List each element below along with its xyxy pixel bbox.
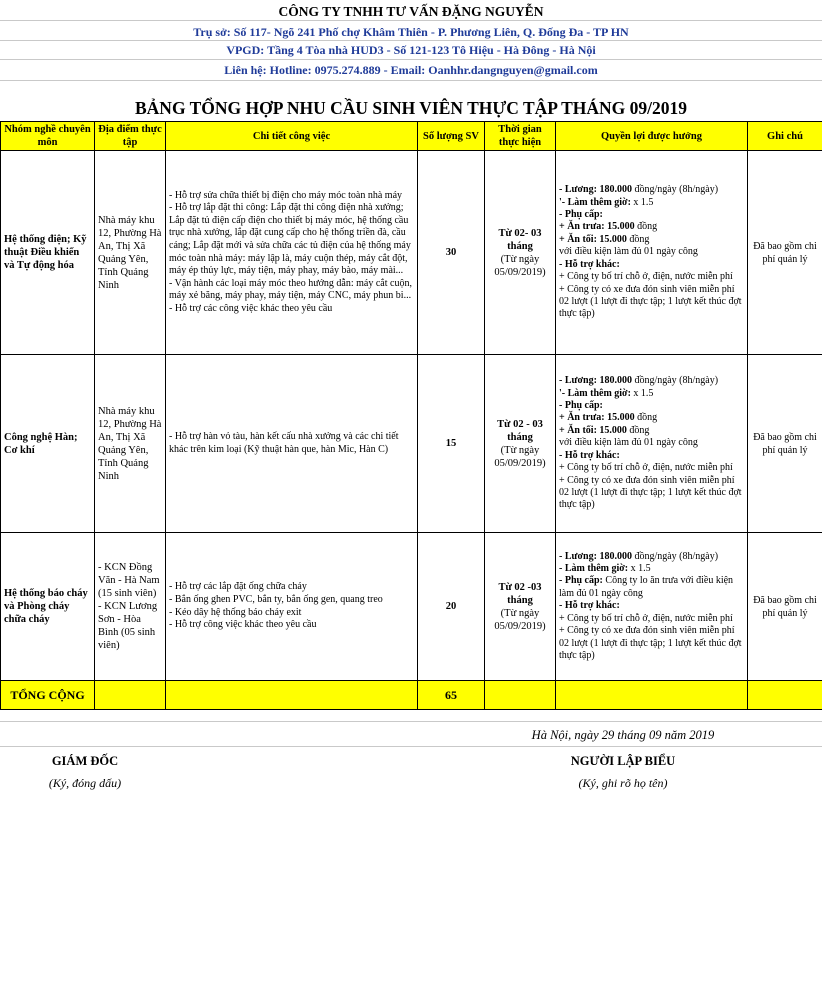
quantity-cell: 15 [418,355,485,533]
table-cell [556,681,748,710]
details-cell [166,151,418,355]
benefit-line: - Hỗ trợ khác: [559,258,620,270]
benefit-line: + Công ty có xe đưa đón sinh viên miễn phí 02 lượt (1 lượt đi thực tập; 1 lượt kết thúc đợt thực tập) [559,625,742,661]
total-row [1,681,822,710]
sign-date: Hà Nội, ngày 29 tháng 09 năm 2019 [531,728,715,742]
detail-line: - Hỗ trợ công việc khác theo yêu cầu [169,619,317,631]
detail-line: - Hỗ trợ các lắp đặt ống chữa cháy [169,581,307,593]
divider [0,80,822,81]
quantity-cell: 20 [418,533,485,681]
divider [0,59,822,60]
benefits-cell [556,151,748,355]
column-header: Nhóm nghề chuyên môn [1,122,95,151]
total-label: TỔNG CỘNG [1,681,95,710]
benefit-line: + Công ty có xe đưa đón sinh viên miễn phí 02 lượt (1 lượt đi thực tập; 1 lượt kết thúc đợt thực tập) [559,474,742,511]
benefit-line: - Lương: 180.000 đồng/ngày (8h/ngày) [559,375,719,387]
benefit-line: + Công ty bố trí chỗ ở, điện, nước miễn phí [559,612,733,624]
internship-table [0,121,822,710]
table-cell [748,681,822,710]
benefit-line: - Lương: 180.000 đồng/ngày (8h/ngày) [559,184,719,196]
detail-line: - Bắn ống ghen PVC, bắn ty, bắn ống gen, quang treo [169,593,383,605]
benefit-line: + Ăn tối: 15.000 đồng [559,233,650,245]
note-cell: Đã bao gồm chi phí quản lý [748,533,822,681]
director-title: GIÁM ĐỐC [51,754,119,768]
category-cell: Hệ thống điện; Kỹ thuật Điều khiển và Tự động hóa [1,151,95,355]
time-duration: Từ 02 -03 tháng [498,581,542,606]
benefits-cell [556,533,748,681]
benefit-line: - Lương: 180.000 đồng/ngày (8h/ngày) [559,550,719,562]
time-cell [485,533,556,681]
category-cell: Hệ thống báo cháy và Phòng cháy chữa cháy [1,533,95,681]
total-value: 65 [418,681,485,710]
column-header: Quyền lợi được hưởng [556,122,748,151]
preparer-note: (Ký, ghi rõ họ tên) [578,776,668,790]
benefit-line: '- Làm thêm giờ: x 1.5 [559,196,654,208]
detail-line: - Hỗ trợ sửa chữa thiết bị điện cho máy móc toàn nhà máy [169,189,403,201]
time-start: (Từ ngày 05/09/2019) [494,607,546,632]
benefit-line: + Công ty bố trí chỗ ở, điện, nước miễn phí [559,271,733,283]
time-cell [485,151,556,355]
divider [0,721,822,722]
detail-line: - Hỗ trợ hàn vỏ tàu, hàn kết cấu nhà xưởng và các chi tiết khác trên kim loại (Kỹ thuật hàn que, hàn Mic, Hàn C) [169,430,399,455]
benefit-line: + Công ty bố trí chỗ ở, điện, nước miễn phí [559,462,733,474]
report-title: BẢNG TỔNG HỢP NHU CẦU SINH VIÊN THỰC TẬP THÁNG 09/2019 [135,98,687,118]
table-cell [166,681,418,710]
column-header: Địa điểm thực tập [95,122,166,151]
detail-line: - Hỗ trợ lắp đặt thi công: Lắp đặt thi công điện nhà xưởng; Lắp đặt tủ điện cấp điện cho thiết bị máy móc, hệ thống cầu trục nhà xưởng, lắp đặt cung cấp cho hệ thống triền đà, cầu cảng; Lắp đặt mới và sửa chữa các tủ điện của hệ thống máy móc toàn nhà máy: máy lập là, máy cuộn thép, máy cắt đột, máy ép thủy lực, máy tiện, máy phay, máy bào, máy mài... [169,202,411,277]
column-header: Ghi chú [748,122,822,151]
table-cell [95,681,166,710]
category-cell: Công nghệ Hàn; Cơ khí [1,355,95,533]
company-address: Trụ sở: Số 117- Ngõ 241 Phố chợ Khâm Thiên - P. Phương Liên, Q. Đống Đa - TP HN [193,25,629,39]
benefit-line: với điều kiện làm đủ 01 ngày công [559,246,698,258]
detail-line: - Hỗ trợ các công việc khác theo yêu cầu [169,302,333,314]
time-start: (Từ ngày 05/09/2019) [494,444,546,469]
benefit-line: '- Làm thêm giờ: x 1.5 [559,387,654,399]
benefit-line: + Ăn trưa: 15.000 đồng [559,221,658,233]
column-header: Số lượng SV [418,122,485,151]
time-start: (Từ ngày 05/09/2019) [494,253,546,278]
quantity-cell: 30 [418,151,485,355]
location-cell: Nhà máy khu 12, Phường Hà An, Thị Xã Quảng Yên, Tỉnh Quảng Ninh [95,355,166,533]
table-row [1,151,822,355]
note-cell: Đã bao gồm chi phí quản lý [748,151,822,355]
benefit-line: + Công ty có xe đưa đón sinh viên miễn phí 02 lượt (1 lượt đi thực tập; 1 lượt kết thúc đợt thực tập) [559,283,742,320]
time-duration: Từ 02 - 03 tháng [497,418,543,443]
benefit-line: với điều kiện làm đủ 01 ngày công [559,437,698,449]
column-header: Chi tiết công việc [166,122,418,151]
preparer-title: NGƯỜI LẬP BIỂU [570,754,676,768]
benefit-line: + Ăn tối: 15.000 đồng [559,424,650,436]
benefit-line: - Phụ cấp: [559,400,603,412]
benefit-line: - Hỗ trợ khác: [559,600,620,612]
director-note: (Ký, đóng dấu) [48,776,122,790]
time-cell [485,355,556,533]
table-cell [485,681,556,710]
divider [0,40,822,41]
company-name: CÔNG TY TNHH TƯ VẤN ĐẶNG NGUYỄN [278,4,544,19]
table-row [1,533,822,681]
divider [0,20,822,21]
company-office: VPGD: Tầng 4 Tòa nhà HUD3 - Số 121-123 Tô Hiệu - Hà Đông - Hà Nội [226,43,596,57]
benefit-line: + Ăn trưa: 15.000 đồng [559,412,658,424]
table-header-row [1,122,822,151]
details-cell [166,533,418,681]
detail-line: - Vận hành các loại máy móc theo hướng dẫn: máy cắt cuộn, máy xẻ băng, máy phay, máy tiện, máy CNC, máy phun bi... [169,277,412,302]
company-contact: Liên hệ: Hotline: 0975.274.889 - Email: Oanhhr.dangnguyen@gmail.com [224,63,598,77]
detail-line: - Kéo dây hệ thống báo cháy exit [169,606,302,618]
benefits-cell [556,355,748,533]
divider [0,746,822,747]
note-cell: Đã bao gồm chi phí quản lý [748,355,822,533]
column-header: Thời gian thực hiện [485,122,556,151]
location-cell: Nhà máy khu 12, Phường Hà An, Thị Xã Quảng Yên, Tỉnh Quảng Ninh [95,151,166,355]
benefit-line: - Hỗ trợ khác: [559,449,620,461]
benefit-line: - Làm thêm giờ: x 1.5 [559,563,651,575]
time-duration: Từ 02- 03 tháng [498,227,542,252]
details-cell [166,355,418,533]
table-row [1,355,822,533]
benefit-line: - Phụ cấp: Công ty lo ăn trưa với điều kiện làm đủ 01 ngày công [559,575,734,599]
location-cell: - KCN Đồng Văn - Hà Nam (15 sinh viên) - KCN Lương Sơn - Hòa Bình (05 sinh viên) [95,533,166,681]
benefit-line: - Phụ cấp: [559,209,603,221]
